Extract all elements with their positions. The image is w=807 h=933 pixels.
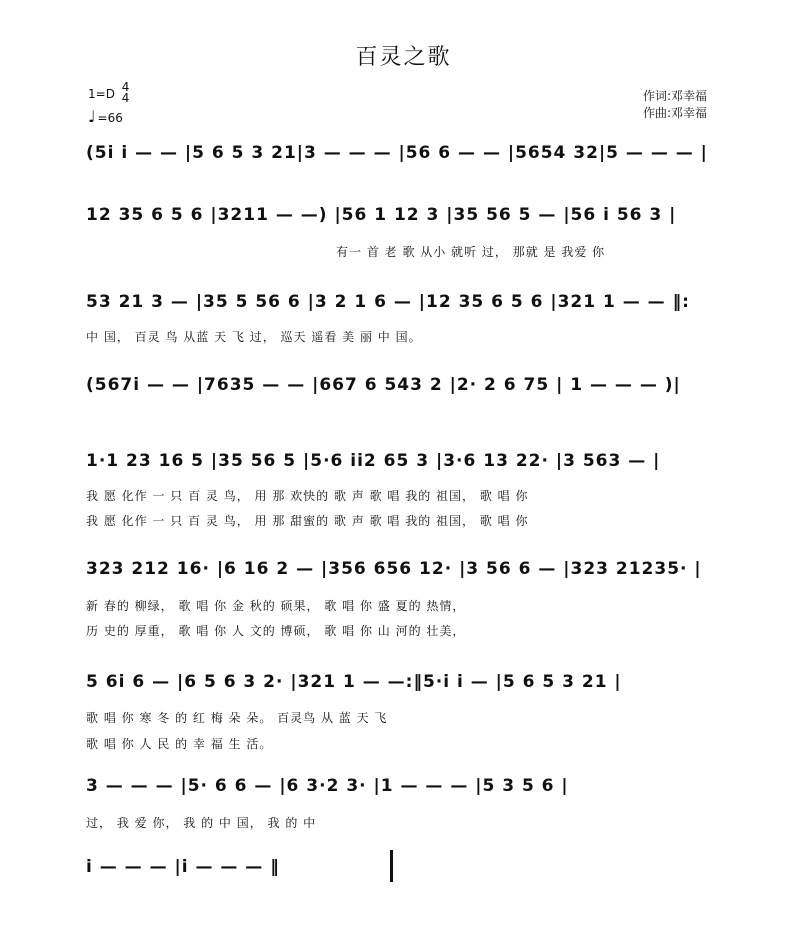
lyric-line-9: 过， 我 爱 你， 我 的 中 国， 我 的 中 bbox=[86, 816, 317, 830]
lyric-line-2: 中 国， 百灵 鸟 从蓝 天 飞 过， 巡天 遥看 美 丽 中 国。 bbox=[86, 330, 422, 344]
staff-line-7: 5 6i 6 — |6 5 6 3 2· |321 1 — —:‖5·i i — |5 6 5 3 21 | bbox=[86, 672, 622, 692]
staff-line-8: 3 — — — |5· 6 6 — |6 3·2 3· |1 — — — |5 3 5 6 | bbox=[86, 776, 569, 796]
quarter-note-icon: ♩ bbox=[88, 107, 96, 126]
key-signature: 1=D bbox=[88, 87, 115, 101]
lyric-line-4: 我 愿 化作 一 只 百 灵 鸟， 用 那 甜蜜的 歌 声 歌 唱 我的 祖国， 歌 唱 你 bbox=[86, 514, 529, 528]
time-top: 4 bbox=[121, 80, 130, 94]
staff-line-3: 53 21 3 — |35 5 56 6 |3 2 1 6 — |12 35 6 5 6 |321 1 — — ‖: bbox=[86, 292, 690, 312]
tempo-value: =66 bbox=[97, 111, 123, 125]
staff-line-9: i — — — |i — — — ‖ bbox=[86, 857, 280, 877]
staff-line-4: (567i — — |7635 — — |667 6 543 2 |2· 2 6 75 | 1 — — — )| bbox=[86, 375, 681, 395]
composer: 作曲:邓幸福 bbox=[642, 106, 707, 120]
lyricist: 作词:邓幸福 bbox=[642, 89, 707, 103]
final-barline bbox=[390, 850, 393, 882]
time-signature bbox=[122, 82, 130, 104]
lyric-line-6: 历 史的 厚重， 歌 唱 你 人 文的 博硕， 歌 唱 你 山 河的 壮美， bbox=[86, 624, 466, 638]
staff-line-1: (5i i — — |5 6 5 3 21|3 — — — |56 6 — — |5654 32|5 — — — | bbox=[86, 143, 708, 163]
tempo-marking bbox=[88, 107, 129, 126]
lyric-line-8: 歌 唱 你 人 民 的 幸 福 生 活。 bbox=[86, 737, 273, 751]
key-tempo-block bbox=[88, 80, 130, 126]
staff-line-5: 1·1 23 16 5 |35 56 5 |5·6 ii2 65 3 |3·6 13 22· |3 563 — | bbox=[86, 451, 661, 471]
time-bottom: 4 bbox=[121, 91, 130, 105]
staff-line-6: 323 212 16· |6 16 2 — |356 656 12· |3 56 6 — |323 21235· | bbox=[86, 559, 702, 579]
lyric-line-5: 新 春的 柳绿， 歌 唱 你 金 秋的 硕果， 歌 唱 你 盛 夏的 热情， bbox=[86, 599, 466, 613]
lyric-line-3: 我 愿 化作 一 只 百 灵 鸟， 用 那 欢快的 歌 声 歌 唱 我的 祖国， 歌 唱 你 bbox=[86, 489, 529, 503]
song-title: 百灵之歌 bbox=[355, 45, 452, 70]
lyric-line-7: 歌 唱 你 寒 冬 的 红 梅 朵 朵。 百灵鸟 从 蓝 天 飞 bbox=[86, 711, 388, 725]
credits bbox=[643, 88, 707, 122]
lyric-line-1: 有一 首 老 歌 从小 就听 过， 那就 是 我爱 你 bbox=[336, 245, 606, 259]
staff-line-2: 12 35 6 5 6 |3211 — —) |56 1 12 3 |35 56 5 — |56 i 56 3 | bbox=[86, 205, 677, 225]
